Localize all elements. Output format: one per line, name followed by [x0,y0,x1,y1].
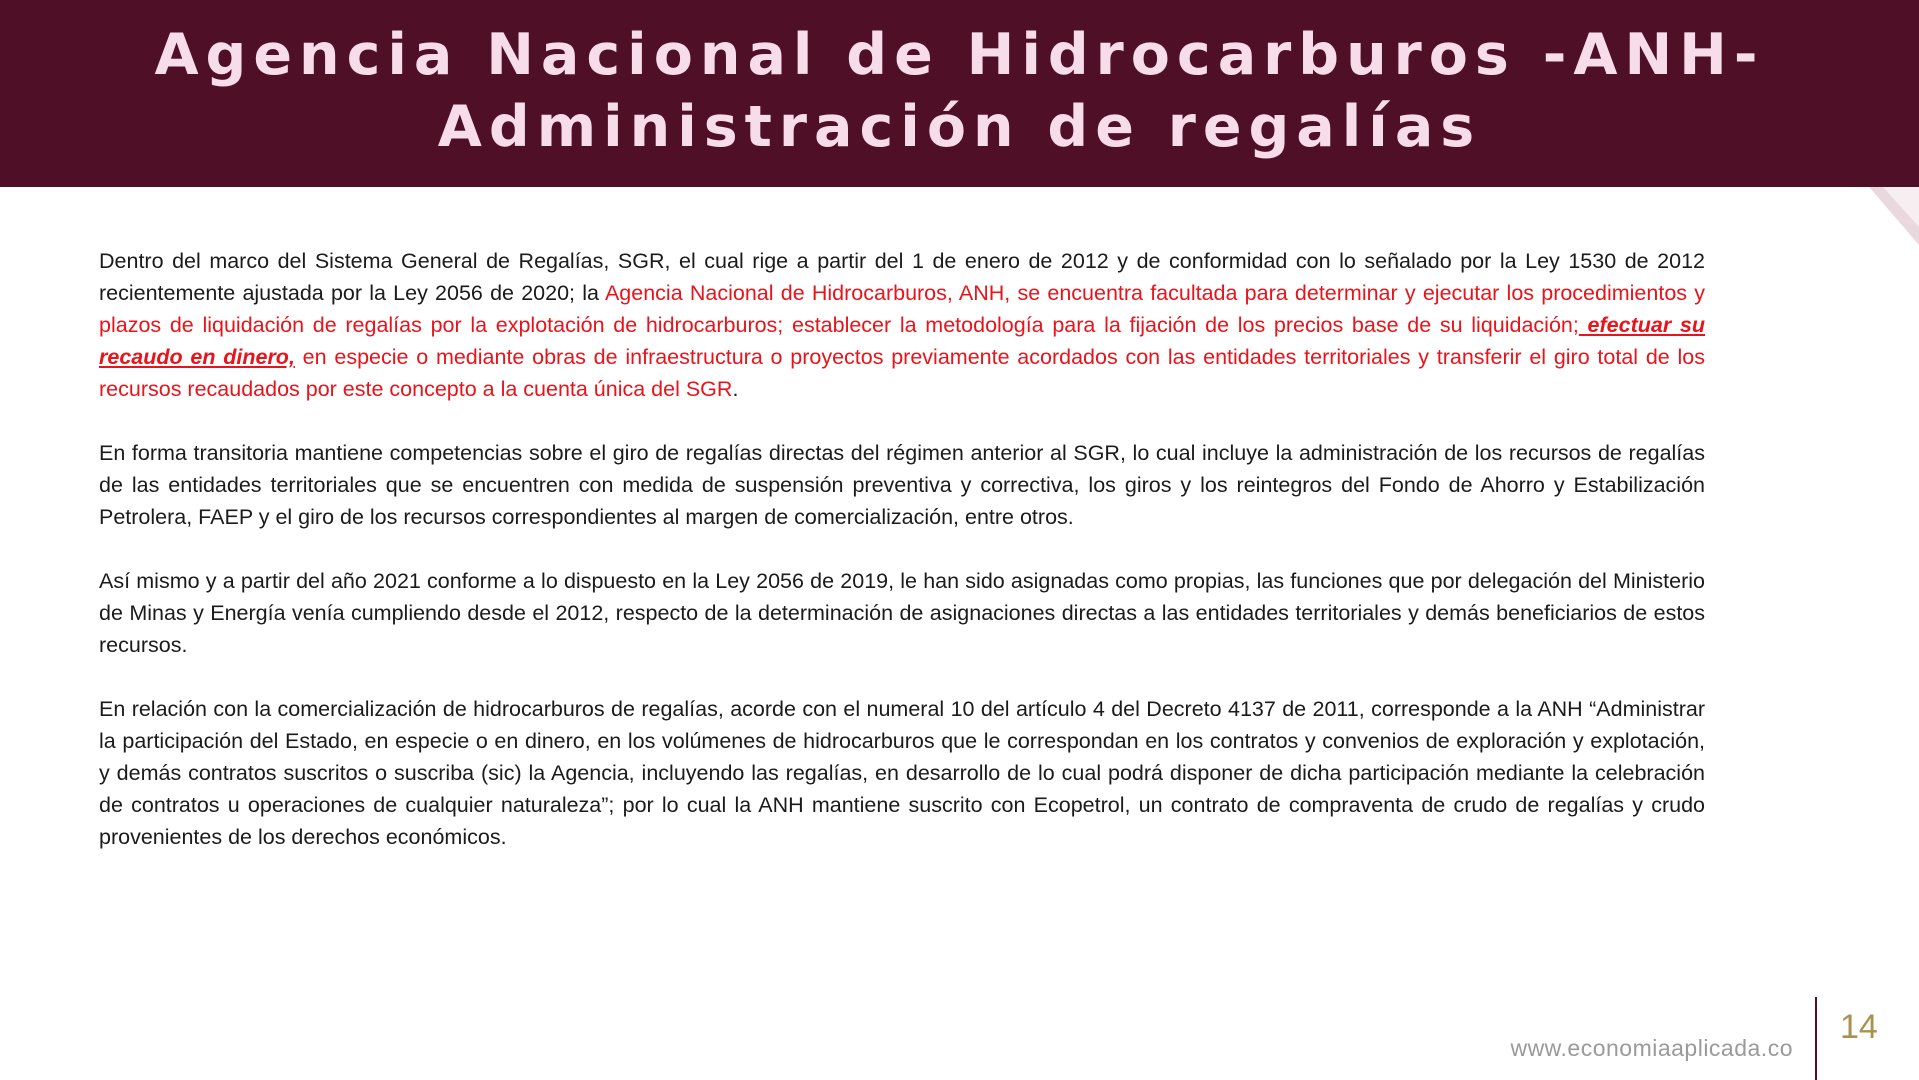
footer-website: www.economiaaplicada.co [1510,1035,1793,1061]
paragraph-1-highlight: Agencia Nacional de Hidrocarburos, ANH, se encuentra facultada para determinar y ejecutar los procedimientos y plazos de liquidación de regalías por la explotación de hidrocarburos; establecer la metodología para la fijación de los precios base de su liquidación; [99,281,1705,337]
paragraph-1-intro: Dentro del marco del Sistema General de Regalías, SGR, el cual rige a partir del 1 de enero de 2012 y de conformidad con lo señalado por la Ley 1530 de 2012 recientemente ajustada por la Ley 2056 de 2020; la [99,249,1705,305]
page-number: 14 [1840,1008,1878,1046]
slide-title-line-2: Administración de regalías [437,94,1482,160]
footer-divider [1815,997,1817,1080]
slide-body [99,245,1705,885]
corner-decoration [1869,187,1919,247]
paragraph-4: En relación con la comercialización de hidrocarburos de regalías, acorde con el numeral 10 del artículo 4 del Decreto 4137 de 2011, corresponde a la ANH “Administrar la participación del Estado, en especie o en dinero, en los volúmenes de hidrocarburos que le correspondan en los contratos y convenios de exploración y explotación, y demás contratos suscritos o suscriba (sic) la Agencia, incluyendo las regalías, en desarrollo de lo cual podrá disponer de dicha participación mediante la celebración de contratos u operaciones de cualquier naturaleza”; por lo cual la ANH mantiene suscrito con Ecopetrol, un contrato de compraventa de crudo de regalías y crudo provenientes de los derechos económicos. [99,697,1705,849]
paragraph-1-highlight-continued: en especie o mediante obras de infraestructura o proyectos previamente acordados con las entidades territoriales y transferir el giro total de los recursos recaudados por este concepto a la cuenta única del SGR [99,345,1705,401]
paragraph-3: Así mismo y a partir del año 2021 conforme a lo dispuesto en la Ley 2056 de 2019, le han sido asignadas como propias, las funciones que por delegación del Ministerio de Minas y Energía venía cumpliendo desde el 2012, respecto de la determinación de asignaciones directas a las entidades territoriales y demás beneficiarios de estos recursos. [99,569,1705,657]
paragraph-1 [99,245,1705,405]
paragraph-1-end: . [732,377,739,401]
slide-title-line-1: Agencia Nacional de Hidrocarburos -ANH- [154,22,1765,88]
paragraph-2: En forma transitoria mantiene competencias sobre el giro de regalías directas del régimen anterior al SGR, lo cual incluye la administración de los recursos de regalías de las entidades territoriales que se encuentren con medida de suspensión preventiva y correctiva, los giros y los reintegros del Fondo de Ahorro y Estabilización Petrolera, FAEP y el giro de los recursos correspondientes al margen de comercialización, entre otros. [99,441,1705,529]
slide-header [0,0,1919,187]
paragraph-1-emphasis: efectuar su recaudo en dinero, [99,313,1705,369]
